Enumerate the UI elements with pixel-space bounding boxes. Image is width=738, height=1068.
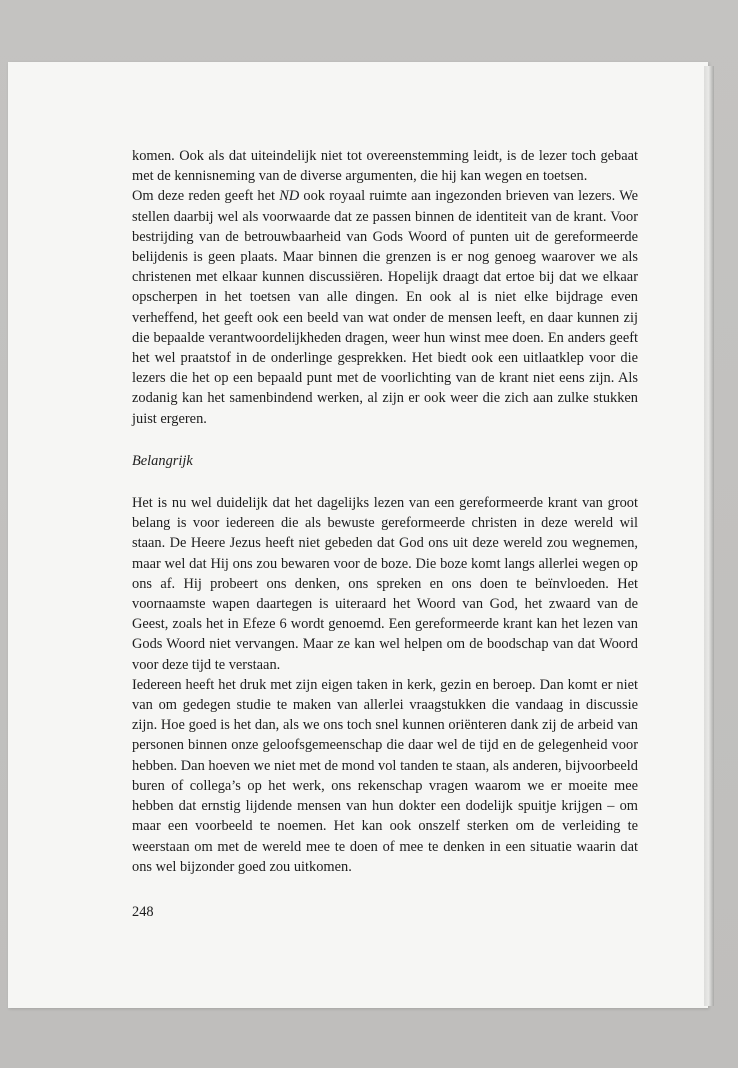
paragraph-3: Het is nu wel duidelijk dat het dagelijks lezen van een gereformeerde krant van groot belang is voor iedereen die als bewuste gereformeerde christen in deze wereld wil staan. De Heere Jezus heeft niet gebeden dat God ons uit deze wereld zou wegnemen, maar wel dat Hij ons zou bewaren voor de boze. Die boze komt langs allerlei wegen op ons af. Hij probeert ons denken, ons spreken en ons doen te beïnvloeden. Het voornaamste wapen daartegen is uiteraard het Woord van God, het zwaard van de Geest, zoals het in Efeze 6 wordt genoemd. Een gereformeerde krant kan het lezen van Gods Woord niet vervangen. Maar ze kan wel helpen om de boodschap van dat Woord voor deze tijd te verstaan. [132, 495, 638, 673]
paragraph-2-rest: ook royaal ruimte aan ingezonden brieven van lezers. We stellen daarbij wel als voorwaarde dat ze passen binnen de identiteit van de krant. Voor bestrijding van de betrouwbaarheid van Gods Woord of punten uit de gereformeerde belijdenis is geen plaats. Maar binnen die grenzen is er nog genoeg waarover we als christenen met elkaar kunnen discussiëren. Hopelijk draagt dat ertoe bij dat we elkaar opscherpen in het toetsen van alle dingen. En ook al is niet elke bijdrage even verheffend, het geeft ook een beeld van wat onder de mensen leeft, en daar kunnen zij die bepaalde verantwoordelijkheden dragen, weer hun winst mee doen. En anders geeft het wel praatstof in de onderlinge gesprekken. Het biedt ook een uitlaatklep voor die lezers die het op een bepaald punt met de voorlichting van de krant niet eens zijn. Als zodanig kan het samenbindend werken, al zijn er ook weer die zich aan zulke stukken juist ergeren. [132, 188, 639, 427]
newspaper-abbreviation: ND [279, 188, 300, 205]
page-number: 248 [132, 904, 154, 920]
page-edge [704, 66, 714, 1006]
paragraph-1: komen. Ook als dat uiteindelijk niet tot overeenstemming leidt, is de lezer toch gebaat met de kennisneming van de diverse argumenten, die hij kan wegen en toetsen. [132, 148, 638, 185]
paragraph-2-start: Om deze reden geeft het [132, 188, 280, 205]
section-heading: Belangrijk [132, 452, 193, 469]
body-text [132, 146, 638, 877]
paragraph-2 [132, 186, 638, 428]
paragraph-4: Iedereen heeft het druk met zijn eigen taken in kerk, gezin en beroep. Dan komt er niet van om gedegen studie te maken van allerlei vraagstukken die vandaag in discussie zijn. Hoe goed is het dan, als we ons toch snel kunnen oriënteren dank zij de arbeid van personen binnen onze geloofsgemeenschap die daar wel de tijd en de gelegenheid voor hebben. Dan hoeven we niet met de mond vol tanden te staan, als anderen, bijvoorbeeld buren of collega’s op het werk, ons rekenschap vragen waarom we er moeite mee hebben dat ernstig lijdende mensen van hun dokter een dodelijk spuitje krijgen – om maar een voorbeeld te noemen. Het kan ook onszelf sterken om de verleiding te weerstaan om met de wereld mee te doen of mee te denken in een situatie waarin dat ons wel bijzonder goed zou uitkomen. [132, 676, 638, 875]
